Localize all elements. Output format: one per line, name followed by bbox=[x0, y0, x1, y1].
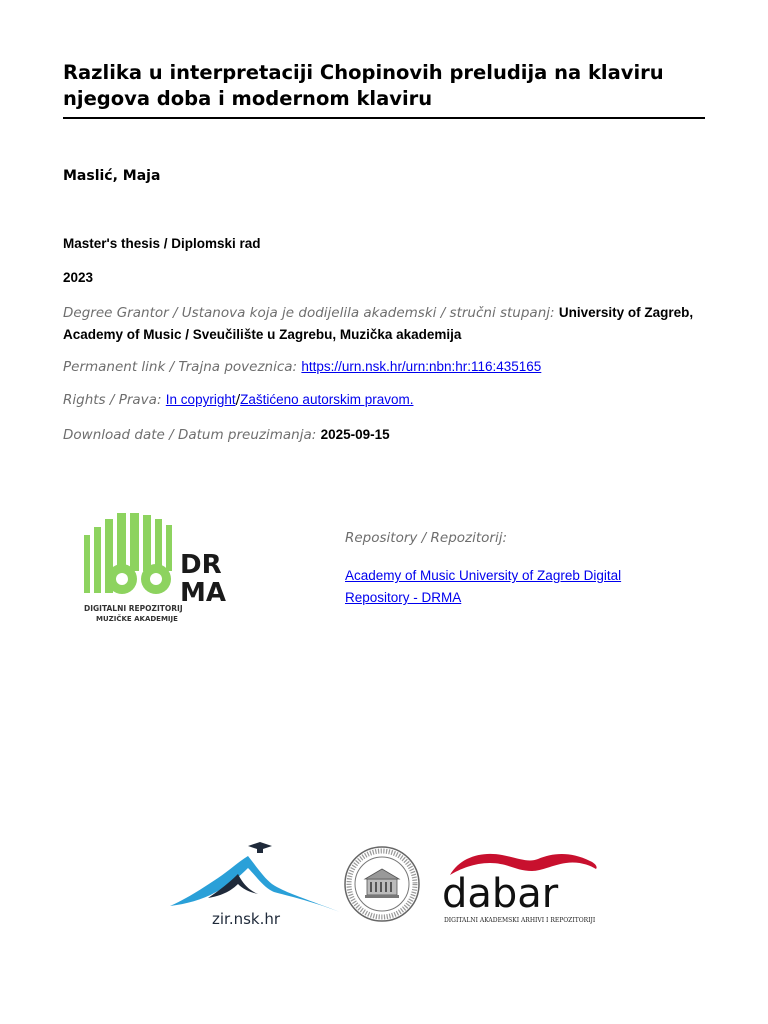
repository-link-row bbox=[345, 565, 645, 609]
download-date-value: 2025-09-15 bbox=[320, 427, 390, 442]
degree-grantor-value: University of Zagreb, Academy of Music / Sveučilište u Zagrebu, Muzička akademija bbox=[63, 305, 694, 342]
dabar-logo[interactable] bbox=[440, 845, 605, 927]
degree-grantor-label: Degree Grantor / Ustanova koja je dodijelila akademski / stručni stupanj: bbox=[63, 305, 555, 321]
rights-link-zasticeno[interactable]: Zaštićeno autorskim pravom. bbox=[240, 392, 414, 407]
zir-text: zir.nsk.hr bbox=[212, 910, 281, 928]
download-date-label: Download date / Datum preuzimanja: bbox=[63, 427, 317, 443]
drma-logo[interactable] bbox=[78, 505, 238, 625]
permanent-link-label: Permanent link / Trajna poveznica: bbox=[63, 359, 298, 375]
repository-link[interactable]: Academy of Music University of Zagreb Digital Repository - DRMA bbox=[345, 568, 622, 605]
drma-text-2: MA bbox=[180, 578, 226, 608]
publication-year: 2023 bbox=[63, 270, 94, 285]
degree-grantor-row bbox=[63, 302, 703, 346]
repository-label: Repository / Repozitorij: bbox=[345, 530, 508, 546]
drma-caption-2: MUZIČKE AKADEMIJE bbox=[96, 615, 178, 623]
zir-nsk-logo[interactable] bbox=[168, 838, 343, 930]
permanent-link[interactable]: https://urn.nsk.hr/urn:nbn:hr:116:435165 bbox=[301, 359, 542, 374]
dabar-text: dabar bbox=[442, 871, 559, 917]
permanent-link-row bbox=[63, 356, 703, 378]
rights-row bbox=[63, 389, 703, 411]
download-date-row bbox=[63, 424, 703, 446]
document-title: Razlika u interpretaciji Chopinovih preludija na klaviru njegova doba i modernom klaviru bbox=[63, 61, 664, 110]
drma-text-1: DR bbox=[180, 550, 222, 580]
rights-separator: / bbox=[235, 392, 241, 408]
title-divider bbox=[63, 117, 705, 119]
drma-caption-1: DIGITALNI REPOZITORIJ bbox=[84, 604, 183, 613]
rights-link-in-copyright[interactable]: In copyright bbox=[165, 392, 236, 407]
university-seal-logo bbox=[343, 845, 421, 923]
dabar-caption: DIGITALNI AKADEMSKI ARHIVI I REPOZITORIJI bbox=[444, 917, 596, 924]
thesis-type: Master's thesis / Diplomski rad bbox=[63, 236, 261, 251]
rights-label: Rights / Prava: bbox=[63, 392, 162, 408]
author-name: Maslić, Maja bbox=[63, 168, 161, 184]
